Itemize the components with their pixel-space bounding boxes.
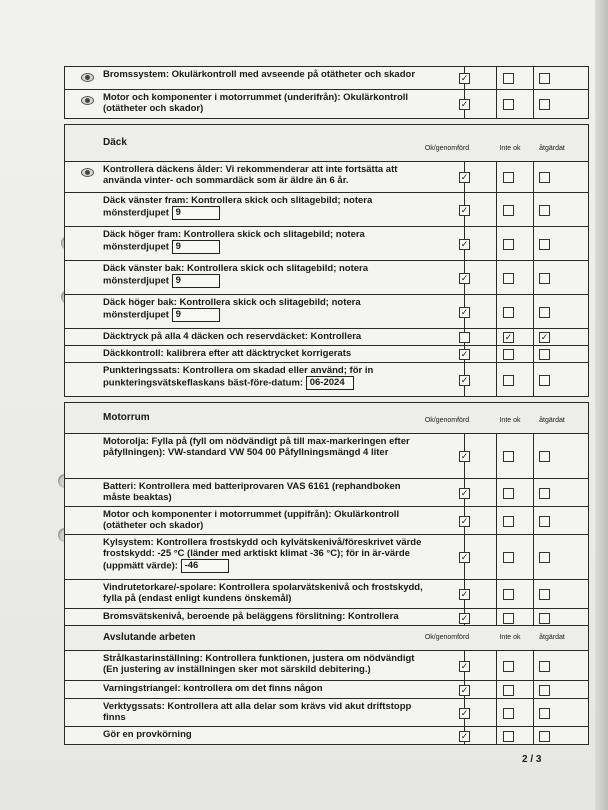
row-text: [103, 509, 423, 531]
section-header: [65, 403, 588, 434]
row-label: Strålkastarinställning: Kontrollera funktionen, justera om nödvändigt (En justering av inställningen sker mot särskild debitering.): [103, 653, 415, 675]
checklist-row: [65, 434, 588, 479]
checkbox-inte-ok[interactable]: [503, 205, 514, 216]
checkbox-inte-ok[interactable]: ✓: [504, 332, 513, 342]
checkbox-atgardat[interactable]: [539, 516, 550, 527]
checklist-row: [65, 609, 588, 626]
row-text: [103, 195, 423, 220]
checklist-row: [65, 346, 588, 363]
column-divider: [533, 67, 534, 89]
measured-value-field[interactable]: -46: [181, 559, 229, 573]
column-divider: [533, 681, 534, 698]
column-divider: [533, 346, 534, 362]
checkbox-atgardat[interactable]: [539, 239, 550, 250]
row-text: [103, 611, 423, 622]
checkbox-atgardat[interactable]: [539, 349, 550, 360]
checkbox-ok[interactable]: ✓: [460, 661, 469, 671]
row-text: [103, 582, 423, 604]
checkbox-atgardat[interactable]: [539, 589, 550, 600]
checkbox-atgardat[interactable]: [539, 99, 550, 110]
row-label: Däck höger fram: Kontrollera skick och slitagebild; notera mönsterdjupet: [103, 229, 365, 253]
checkbox-inte-ok[interactable]: [503, 685, 514, 696]
checkbox-inte-ok[interactable]: [503, 349, 514, 360]
row-text: [103, 683, 423, 694]
row-text: [103, 263, 423, 288]
checkbox-ok[interactable]: ✓: [460, 552, 469, 562]
column-divider: [533, 227, 534, 260]
checkbox-atgardat[interactable]: [539, 685, 550, 696]
checkbox-ok[interactable]: ✓: [460, 708, 469, 718]
column-divider: [496, 261, 497, 294]
column-divider: [496, 90, 497, 118]
checkbox-inte-ok[interactable]: [503, 172, 514, 183]
row-text: [103, 331, 423, 342]
row-label: Motor och komponenter i motorrummet (underifrån): Okulärkontroll (otätheter och skador): [103, 92, 409, 114]
checkbox-inte-ok[interactable]: [503, 589, 514, 600]
checkbox-atgardat[interactable]: [539, 451, 550, 462]
row-text: [103, 348, 423, 359]
column-divider: [533, 193, 534, 226]
section-header: [65, 125, 588, 162]
checkbox-ok[interactable]: ✓: [460, 451, 469, 461]
checkbox-atgardat[interactable]: [539, 205, 550, 216]
col-header-atgardat: åtgärdat: [539, 145, 565, 152]
section-title: Däck: [103, 137, 127, 148]
column-divider: [496, 681, 497, 698]
measured-value-field[interactable]: 06-2024: [306, 376, 354, 390]
checkbox-inte-ok[interactable]: [503, 613, 514, 624]
checkbox-inte-ok[interactable]: [503, 73, 514, 84]
col-header-inte-ok: Inte ok: [499, 145, 521, 152]
checkbox-atgardat[interactable]: [539, 375, 550, 386]
col-header-inte-ok: Inte ok: [499, 634, 521, 641]
checkbox-atgardat[interactable]: [539, 488, 550, 499]
checklist-row: [65, 479, 588, 507]
eye-icon: [81, 73, 94, 82]
column-divider: [496, 651, 497, 680]
column-divider: [496, 363, 497, 396]
row-text: [103, 164, 423, 186]
row-label: Verktygssats: Kontrollera att alla delar som krävs vid akut driftstopp finns: [103, 701, 412, 723]
col-header-inte-ok: Inte ok: [499, 417, 521, 424]
row-label: Gör en provkörning: [103, 729, 192, 740]
checklist-row: [65, 580, 588, 609]
checkbox-atgardat[interactable]: [539, 73, 550, 84]
row-text: [103, 729, 423, 740]
column-divider: [496, 295, 497, 328]
column-divider: [496, 162, 497, 192]
checkbox-inte-ok[interactable]: [503, 708, 514, 719]
checklist-row: [65, 699, 588, 727]
checkbox-ok[interactable]: ✓: [460, 516, 469, 526]
checkbox-ok[interactable]: ✓: [460, 239, 469, 249]
checkbox-inte-ok[interactable]: [503, 488, 514, 499]
column-divider: [533, 295, 534, 328]
checklist-row: [65, 329, 588, 346]
checklist-row: [65, 90, 588, 118]
checklist-row: [65, 363, 588, 396]
row-label: Kontrollera däckens ålder: Vi rekommenderar att inte fortsätta att använda vinter- och sommardäck som är äldre än 6 år.: [103, 164, 398, 186]
checklist-row: [65, 535, 588, 580]
column-divider: [533, 479, 534, 506]
row-text: [103, 436, 423, 458]
column-divider: [496, 699, 497, 726]
checkbox-ok[interactable]: ✓: [460, 589, 469, 599]
checkbox-ok[interactable]: ✓: [460, 205, 469, 215]
column-divider: [496, 193, 497, 226]
checklist-row: [65, 295, 588, 329]
row-label: Varningstriangel: kontrollera om det finns någon: [103, 683, 323, 694]
column-divider: [533, 90, 534, 118]
checkbox-inte-ok[interactable]: [503, 375, 514, 386]
page-number: 2 / 3: [522, 754, 542, 765]
eye-icon: [81, 168, 94, 177]
row-label: Däcktryck på alla 4 däcken och reservdäcket: Kontrollera: [103, 331, 362, 342]
row-text: [103, 701, 423, 723]
column-divider: [496, 227, 497, 260]
checkbox-inte-ok[interactable]: [503, 239, 514, 250]
checkbox-inte-ok[interactable]: [503, 552, 514, 563]
page-edge: [595, 0, 608, 810]
motorrum-section: [64, 402, 589, 627]
col-header-ok: Ok/genomförd: [424, 417, 470, 424]
column-divider: [533, 535, 534, 579]
column-divider: [533, 434, 534, 478]
measured-value-field[interactable]: 9: [172, 240, 220, 254]
checkbox-inte-ok[interactable]: [503, 307, 514, 318]
column-divider: [533, 329, 534, 345]
checkbox-atgardat[interactable]: ✓: [540, 332, 549, 342]
checkbox-atgardat[interactable]: [539, 172, 550, 183]
column-divider: [496, 535, 497, 579]
column-divider: [496, 580, 497, 608]
checkbox-ok[interactable]: ✓: [460, 99, 469, 109]
row-text: [103, 229, 423, 254]
checkbox-ok[interactable]: ✓: [460, 273, 469, 283]
column-divider: [496, 434, 497, 478]
section-header: [65, 626, 588, 651]
checkbox-inte-ok[interactable]: [503, 451, 514, 462]
col-header-atgardat: åtgärdat: [539, 417, 565, 424]
checkbox-inte-ok[interactable]: [503, 661, 514, 672]
row-text: [103, 653, 423, 675]
top-section-section: [64, 66, 589, 119]
checkbox-atgardat[interactable]: [539, 613, 550, 624]
row-text: [103, 92, 423, 114]
column-divider: [496, 67, 497, 89]
row-label: Batteri: Kontrollera med batteriprovaren VAS 6161 (rephandboken måste beaktas): [103, 481, 401, 503]
checklist-row: [65, 261, 588, 295]
row-label: Vindrutetorkare/-spolare: Kontrollera spolarvätskenivå och frostskydd, fylla på (endast enligt kundens önskemål): [103, 582, 423, 604]
checklist-row: [65, 162, 588, 193]
measured-value-field[interactable]: 9: [172, 274, 220, 288]
checkbox-inte-ok[interactable]: [503, 99, 514, 110]
checkbox-atgardat[interactable]: [539, 731, 550, 742]
column-divider: [496, 479, 497, 506]
column-divider: [533, 162, 534, 192]
column-divider: [533, 363, 534, 396]
checkbox-ok[interactable]: ✓: [460, 731, 469, 741]
checkbox-inte-ok[interactable]: [503, 731, 514, 742]
column-divider: [533, 651, 534, 680]
row-label: Däck höger bak: Kontrollera skick och slitagebild; notera mönsterdjupet: [103, 297, 361, 321]
column-divider: [496, 329, 497, 345]
avslutande-section: [64, 625, 589, 745]
col-header-atgardat: åtgärdat: [539, 634, 565, 641]
row-label: Motor och komponenter i motorrummet (uppifrån): Okulärkontroll (otätheter och skador): [103, 509, 400, 531]
checklist-row: [65, 67, 588, 90]
checkbox-inte-ok[interactable]: [503, 273, 514, 284]
eye-icon: [81, 96, 94, 105]
checkbox-atgardat[interactable]: [539, 273, 550, 284]
checkbox-ok[interactable]: ✓: [460, 488, 469, 498]
row-label: Däckkontroll: kalibrera efter att däcktrycket korrigerats: [103, 348, 352, 359]
checkbox-atgardat[interactable]: [539, 307, 550, 318]
column-divider: [496, 727, 497, 744]
column-divider: [496, 507, 497, 534]
column-divider: [533, 507, 534, 534]
row-label: Däck vänster fram: Kontrollera skick och slitagebild; notera mönsterdjupet: [103, 195, 373, 219]
measured-value-field[interactable]: 9: [172, 308, 220, 322]
column-divider: [533, 609, 534, 626]
row-label: Bromsvätskenivå, beroende på beläggens förslitning: Kontrollera: [103, 611, 399, 622]
checklist-row: [65, 193, 588, 227]
col-header-ok: Ok/genomförd: [424, 145, 470, 152]
checkbox-ok[interactable]: ✓: [460, 685, 469, 695]
dack-section: [64, 124, 589, 397]
section-title: Avslutande arbeten: [103, 632, 196, 643]
section-title: Motorrum: [103, 412, 150, 423]
checklist-row: [65, 507, 588, 535]
column-divider: [533, 580, 534, 608]
checkbox-ok[interactable]: [459, 332, 470, 343]
checkbox-ok[interactable]: ✓: [460, 73, 469, 83]
row-text: [103, 297, 423, 322]
column-divider: [533, 727, 534, 744]
checklist-row: [65, 651, 588, 681]
checkbox-ok[interactable]: ✓: [460, 613, 469, 623]
column-divider: [533, 699, 534, 726]
row-text: [103, 69, 423, 80]
row-label: Bromssystem: Okulärkontroll med avseende på otätheter och skador: [103, 69, 416, 80]
checkbox-ok[interactable]: ✓: [460, 349, 469, 359]
row-label: Kylsystem: Kontrollera frostskydd och kylvätskenivå/föreskrivet värde frostskydd: -25 °C (länder med arktiskt klimat -36 °C); för in är-värde (uppmätt värde):: [103, 537, 422, 572]
checkbox-ok[interactable]: ✓: [460, 375, 469, 385]
checkbox-atgardat[interactable]: [539, 552, 550, 563]
row-label: Motorolja: Fylla på (fyll om nödvändigt på till max-markeringen efter påfyllningen): VW-standard VW 504 00 Påfyllningsmängd 4 liter: [103, 436, 410, 458]
checkbox-ok[interactable]: ✓: [460, 172, 469, 182]
col-header-ok: Ok/genomförd: [424, 634, 470, 641]
row-text: [103, 365, 423, 390]
checkbox-atgardat[interactable]: [539, 708, 550, 719]
row-label: Däck vänster bak: Kontrollera skick och slitagebild; notera mönsterdjupet: [103, 263, 369, 287]
checkbox-ok[interactable]: ✓: [460, 307, 469, 317]
row-label: Punkteringssats: Kontrollera om skadad eller använd; för in punkteringsvätskeflaskans bäst-före-datum:: [103, 365, 374, 389]
checklist-row: [65, 727, 588, 744]
measured-value-field[interactable]: 9: [172, 206, 220, 220]
checkbox-inte-ok[interactable]: [503, 516, 514, 527]
checkbox-atgardat[interactable]: [539, 661, 550, 672]
row-text: [103, 481, 423, 503]
checklist-row: [65, 681, 588, 699]
column-divider: [533, 261, 534, 294]
column-divider: [496, 346, 497, 362]
column-divider: [496, 609, 497, 626]
row-text: [103, 537, 423, 573]
checklist-row: [65, 227, 588, 261]
